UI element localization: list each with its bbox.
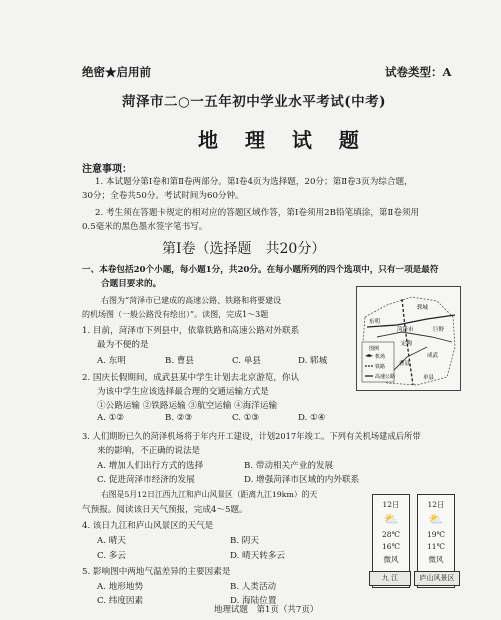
q5-option-b: B. 人类活动 <box>230 582 277 592</box>
weather-date: 12日 <box>427 500 445 509</box>
q5-stem: 5. 影响图中两地气温差异的主要因素是 <box>82 567 231 577</box>
map-legend-title: 图例 <box>369 346 380 352</box>
q4-stem: 4. 该日九江和庐山风景区的天气是 <box>82 521 214 531</box>
paper-type-label: 试卷类型：A <box>385 65 452 79</box>
q5-option-d: D. 海陆位置 <box>230 596 277 606</box>
q1-option-b: B. 曹县 <box>165 356 194 366</box>
weather-low: 11℃ <box>427 542 445 551</box>
q1-option-d: D. 郓城 <box>298 356 328 366</box>
weather-wind: 微风 <box>383 555 399 564</box>
intro2-line-2: 气预报。阅读该日天气预报，完成4～5题。 <box>82 505 248 515</box>
q3-stem-line-1: 3. 人们期盼已久的菏泽机场将于年内开工建设，计划2017年竣工。下列有关机场建成后所带 <box>82 431 421 441</box>
map-drawing <box>357 287 460 390</box>
q4-option-c: C. 多云 <box>97 551 126 561</box>
map-city-label: 郓城 <box>417 305 429 311</box>
map-legend-item: 高速公路 <box>375 374 396 380</box>
section-title: 第Ⅰ卷（选择题 共20分） <box>162 241 326 257</box>
q2-stem-line-2: 为该中学生应该选择最合理的交通运输方式是 <box>97 387 269 397</box>
q2-items: ①公路运输 ②铁路运输 ③航空运输 ④海洋运输 <box>97 401 278 411</box>
q1-stem-line-2: 最为不便的是 <box>97 340 149 350</box>
weather-high: 19℃ <box>427 530 445 539</box>
heze-transport-map <box>356 286 461 391</box>
map-city-label: 成武 <box>427 353 439 359</box>
q1-option-c: C. 单县 <box>232 356 261 366</box>
map-legend-item: 铁路 <box>375 364 386 370</box>
intro-line-1: 右图为“菏泽市已建成的高速公路、铁路和将要建设 <box>101 296 282 305</box>
q5-option-c: C. 纬度因素 <box>97 596 144 606</box>
subject-title: 地 理 试 题 <box>198 128 369 152</box>
exam-title: 菏泽市二○一五年初中学业水平考试(中考) <box>122 94 387 110</box>
note-2-line-2: 0.5毫米的黑色墨水签字笔书写。 <box>82 222 208 232</box>
intro-line-2: 的机场图（一般公路没有绘出）”。读图，完成1～3题 <box>82 310 269 319</box>
map-city-label: 曹县 <box>399 361 411 367</box>
q3-stem-line-2: 来的影响，不正确的说法是 <box>97 446 201 456</box>
note-2-line-1: 2. 考生须在答题卡规定的相对应的答题区域作答，第Ⅰ卷须用2B铅笔填涂，第Ⅱ卷须用 <box>95 208 420 218</box>
weather-low: 16℃ <box>382 542 400 551</box>
weather-tag-lushan: 庐山风景区 <box>414 571 460 586</box>
q3-option-b: B. 带动相关产业的发展 <box>244 461 334 471</box>
note-1-line-2: 30分；全卷共50分。考试时间为60分钟。 <box>82 191 244 201</box>
note-1-line-1: 1. 本试题分第Ⅰ卷和第Ⅱ卷两部分。第Ⅰ卷4页为选择题，20分；第Ⅱ卷3页为综合题， <box>95 177 413 187</box>
q2-option-b: B. ②③ <box>165 413 193 423</box>
q2-option-d: D. ①④ <box>298 413 326 423</box>
map-city-label: 单县 <box>423 375 435 381</box>
page-footer: 地理试题 第1页（共7页） <box>214 605 319 615</box>
q2-option-a: A. ①② <box>97 413 125 423</box>
notes-heading: 注意事项： <box>82 164 132 175</box>
weather-tag-jiujiang: 九 江 <box>369 571 411 586</box>
q3-option-a: A. 增加人们出行方式的选择 <box>97 461 204 471</box>
q3-option-c: C. 促进菏泽市经济的发展 <box>97 475 195 485</box>
intro2-line-1: 右图是5月12日江西九江和庐山风景区（距离九江19km）的天 <box>101 490 318 499</box>
q2-stem-line-1: 2. 国庆长假期间，成武县某中学生计划去北京游览，你认 <box>82 373 300 383</box>
q4-option-a: A. 晴天 <box>97 536 126 546</box>
instructions-line-1: 一、本卷包括20个小题，每小题1分，共20分。在每小题所列的四个选项中，只有一项是最符 <box>82 265 439 275</box>
map-city-label: 菏泽市 <box>397 327 414 333</box>
weather-date: 12日 <box>382 500 400 509</box>
map-legend-item: 机场 <box>375 354 386 360</box>
q2-option-c: C. ①③ <box>232 413 260 423</box>
map-city-label: 东明 <box>369 319 381 325</box>
confidential-label: 绝密★启用前 <box>82 65 151 79</box>
q4-option-b: B. 阴天 <box>230 536 259 546</box>
instructions-line-2: 合题目要求的。 <box>101 279 162 289</box>
partly-cloudy-icon: ⛅ <box>383 512 399 526</box>
partly-cloudy-icon: ⛅ <box>428 512 444 526</box>
q3-option-d: D. 增强菏泽市区域的内外联系 <box>244 475 360 485</box>
weather-high: 28℃ <box>382 530 400 539</box>
map-city-label: 定陶 <box>401 341 413 347</box>
q5-option-a: A. 地形地势 <box>97 582 144 592</box>
q1-stem-line-1: 1. 目前，菏泽市下列县中，依靠铁路和高速公路对外联系 <box>82 326 300 336</box>
map-city-label: 巨野 <box>433 327 445 333</box>
q1-option-a: A. 东明 <box>97 356 126 366</box>
weather-wind: 微风 <box>428 555 444 564</box>
q4-option-d: D. 晴天转多云 <box>230 551 286 561</box>
